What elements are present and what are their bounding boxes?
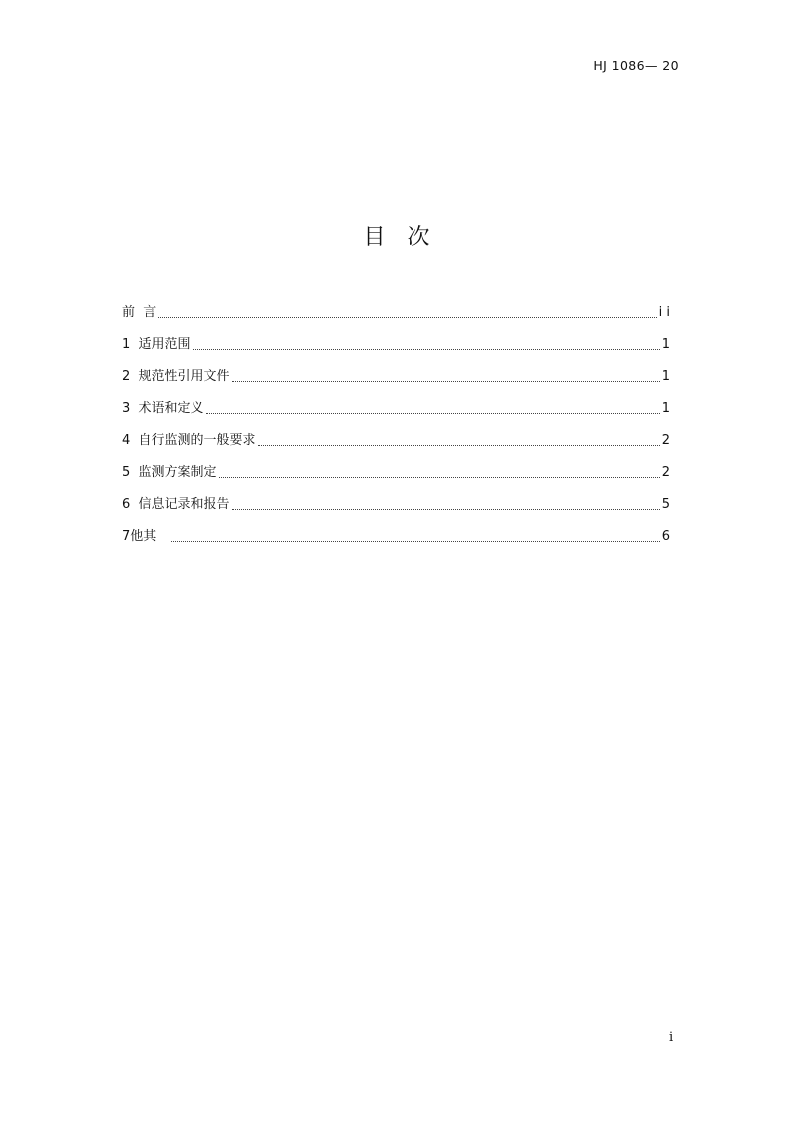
toc-entry-page: 1: [661, 401, 670, 416]
toc-entry-label: 5 监测方案制定: [122, 465, 217, 480]
toc-entry-label: 2 规范性引用文件: [122, 369, 230, 384]
toc-dot-leader: [171, 540, 660, 542]
toc-entry-page: 5: [661, 497, 670, 512]
toc-entry-label: 1 适用范围: [122, 337, 191, 352]
toc-dot-leader: [232, 380, 660, 382]
toc-dot-leader: [232, 508, 660, 510]
toc-entry-foreword[interactable]: [122, 291, 670, 323]
toc-dot-leader: [219, 476, 660, 478]
table-of-contents: [122, 291, 670, 547]
toc-entry-label: 3 术语和定义: [122, 401, 204, 416]
toc-entry-page: 2: [661, 465, 670, 480]
toc-entry-label: 4 自行监测的一般要求: [122, 433, 256, 448]
toc-entry-terms-definitions[interactable]: [122, 387, 670, 419]
toc-entry-page: 2: [661, 433, 670, 448]
toc-entry-records-reports[interactable]: [122, 483, 670, 515]
document-code-header: HJ 1086— 20: [593, 58, 679, 73]
toc-entry-page: 1: [661, 369, 670, 384]
toc-entry-page: i i: [658, 305, 670, 320]
toc-dot-leader: [193, 348, 660, 350]
toc-entry-page: 1: [661, 337, 670, 352]
toc-entry-label: 7他其: [122, 529, 169, 544]
toc-entry-page: 6: [661, 529, 670, 544]
toc-entry-normative-references[interactable]: [122, 355, 670, 387]
toc-dot-leader: [258, 444, 660, 446]
toc-entry-monitoring-plan[interactable]: [122, 451, 670, 483]
page-number: i: [669, 1030, 674, 1045]
toc-dot-leader: [158, 316, 656, 318]
toc-entry-label: 前 言: [122, 305, 157, 320]
toc-title: 目次: [363, 225, 452, 250]
toc-entry-other[interactable]: [122, 515, 670, 547]
toc-entry-label: 6 信息记录和报告: [122, 497, 230, 512]
toc-entry-scope[interactable]: [122, 323, 670, 355]
toc-entry-general-requirements[interactable]: [122, 419, 670, 451]
toc-dot-leader: [206, 412, 660, 414]
